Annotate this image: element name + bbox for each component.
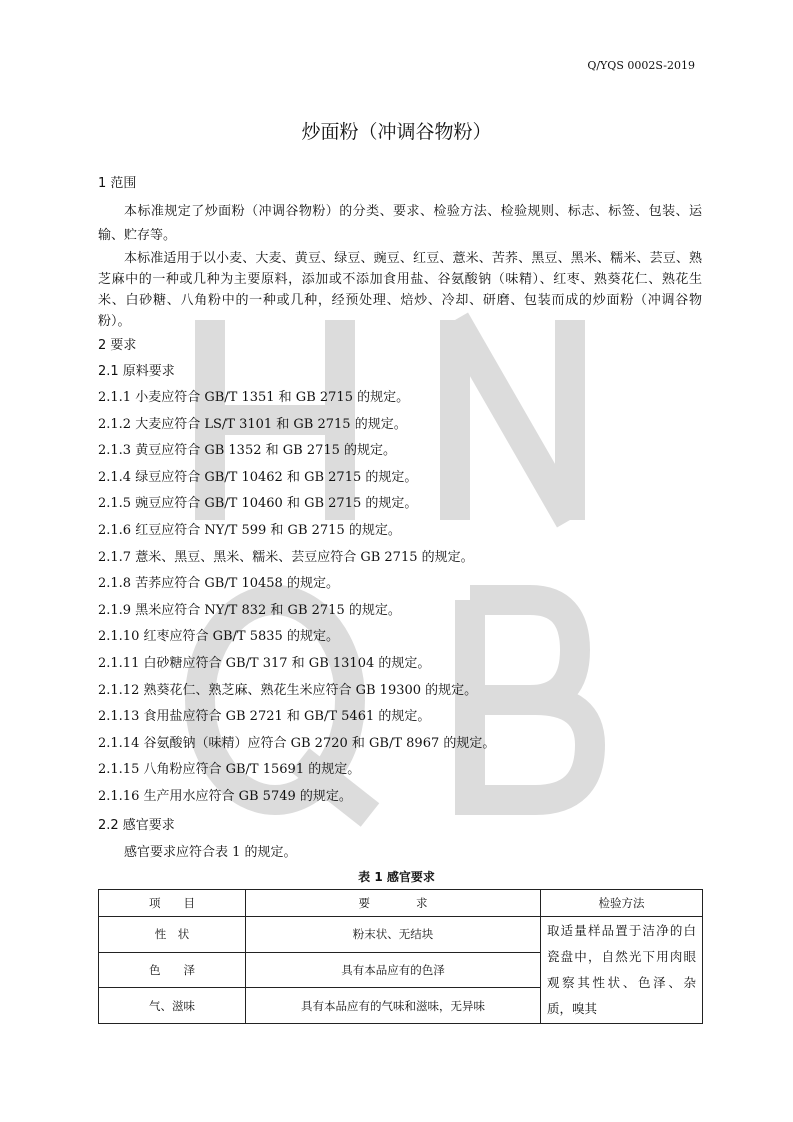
method-cell: 取适量样品置于洁净的白瓷盘中，自然光下用肉眼观察其性状、色泽、杂质，嗅其 — [541, 917, 703, 1024]
requirement-item: 2.1.7 薏米、黑豆、黑米、糯米、芸豆应符合 GB 2715 的规定。 — [98, 549, 474, 565]
requirement-item: 2.1.3 黄豆应符合 GB 1352 和 GB 2715 的规定。 — [98, 443, 397, 459]
requirement-item: 2.1.5 豌豆应符合 GB/T 10460 和 GB 2715 的规定。 — [98, 496, 418, 512]
requirement-item: 2.1.6 红豆应符合 NY/T 599 和 GB 2715 的规定。 — [98, 523, 401, 538]
subsection-heading: 2.2 感官要求 — [98, 818, 175, 833]
table-row — [99, 917, 703, 953]
watermark-letter-n — [455, 320, 570, 520]
requirement-item: 2.1.10 红枣应符合 GB/T 5835 的规定。 — [98, 629, 339, 645]
paragraph: 本标准规定了炒面粉（冲调谷物粉）的分类、要求、检验方法、检验规则、标志、标签、包装、运输、贮存等。 — [98, 204, 702, 243]
requirement-cell: 具有本品应有的气味和滋味，无异味 — [246, 988, 541, 1024]
requirement-item: 2.1.12 熟葵花仁、熟芝麻、熟花生米应符合 GB 19300 的规定。 — [98, 682, 478, 698]
standard-code: Q/YQS 0002S-2019 — [587, 59, 695, 72]
item-cell: 气、滋味 — [99, 988, 246, 1024]
requirement-item: 2.1.14 谷氨酸钠（味精）应符合 GB 2720 和 GB/T 8967 的规定。 — [98, 735, 496, 751]
requirement-item: 2.1.16 生产用水应符合 GB 5749 的规定。 — [98, 789, 352, 804]
header-cell: 检验方法 — [541, 890, 703, 917]
sensory-table — [98, 889, 703, 1024]
requirement-cell: 粉末状、无结块 — [246, 917, 541, 953]
paragraph: 感官要求应符合表 1 的规定。 — [124, 845, 297, 860]
watermark-letter-b — [470, 600, 590, 800]
requirement-item: 2.1.13 食用盐应符合 GB 2721 和 GB/T 5461 的规定。 — [98, 709, 431, 725]
requirement-item: 2.1.8 苦荞应符合 GB/T 10458 的规定。 — [98, 576, 339, 592]
requirement-item: 2.1.4 绿豆应符合 GB/T 10462 和 GB 2715 的规定。 — [98, 469, 418, 485]
requirement-item: 2.1.2 大麦应符合 LS/T 3101 和 GB 2715 的规定。 — [98, 416, 407, 432]
requirement-cell: 具有本品应有的色泽 — [246, 952, 541, 988]
section-heading: 1 范围 — [98, 176, 137, 191]
requirement-item: 2.1.11 白砂糖应符合 GB/T 317 和 GB 13104 的规定。 — [98, 656, 431, 671]
requirement-item: 2.1.9 黑米应符合 NY/T 832 和 GB 2715 的规定。 — [98, 602, 401, 618]
item-cell: 性 状 — [99, 917, 246, 953]
table-caption: 表 1 感官要求 — [358, 870, 435, 884]
requirement-item: 2.1.15 八角粉应符合 GB/T 15691 的规定。 — [98, 762, 361, 778]
header-cell: 要 求 — [246, 890, 541, 917]
item-cell: 色 泽 — [99, 952, 246, 988]
requirement-item: 2.1.1 小麦应符合 GB/T 1351 和 GB 2715 的规定。 — [98, 390, 410, 405]
paragraph: 本标准适用于以小麦、大麦、黄豆、绿豆、豌豆、红豆、薏米、苦荞、黑豆、黑米、糯米、芸豆、熟芝麻中的一种或几种为主要原料，添加或不添加食用盐、谷氨酸钠（味精）、红枣、熟葵花仁、熟花生米、白砂糖、八角粉中的一种或几种，经预处理、焙炒、冷却、研磨、包装而成的炒面粉（冲调谷物粉）。 — [98, 251, 702, 329]
header-cell: 项 目 — [99, 890, 246, 917]
subsection-heading: 2.1 原料要求 — [98, 364, 175, 379]
table-header-row — [99, 890, 703, 917]
page-title: 炒面粉（冲调谷物粉） — [301, 121, 492, 143]
section-heading: 2 要求 — [98, 338, 137, 353]
